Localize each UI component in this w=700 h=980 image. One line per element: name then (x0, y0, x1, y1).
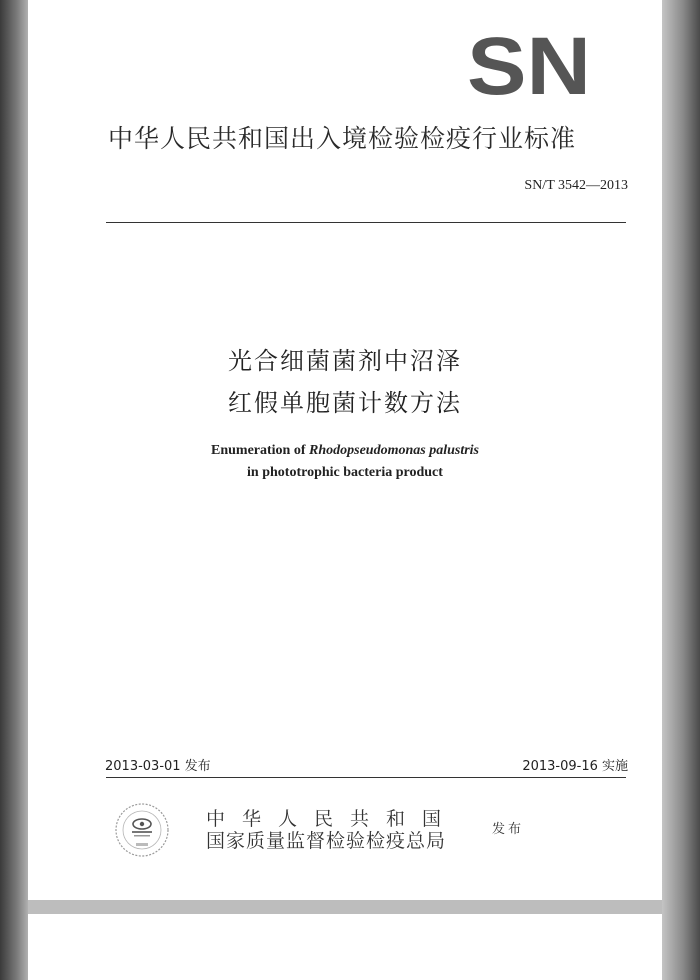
english-title (28, 440, 662, 484)
scan-left-edge (0, 0, 28, 980)
publish-label: 发布 (492, 822, 525, 837)
page-gap (28, 900, 662, 914)
english-title-line-2: in phototrophic bacteria product (247, 465, 443, 480)
chinese-title-line-1: 光合细菌菌剂中沼泽 (228, 347, 462, 375)
sn-logo-text: SN (467, 30, 591, 100)
sn-logo (466, 30, 592, 100)
footer-divider (106, 777, 626, 778)
standard-number: SN/T 3542—2013 (524, 178, 628, 193)
publisher-country: 中华人民共和国 (206, 808, 459, 830)
english-title-line-1 (28, 440, 662, 462)
next-page-preview (28, 914, 662, 980)
implementation-date: 2013-09-16 实施 (522, 759, 628, 774)
issuing-authority-seal-icon (112, 800, 172, 860)
english-title-prefix: Enumeration of (211, 443, 309, 458)
chinese-title-line-2: 红假单胞菌计数方法 (228, 389, 462, 417)
english-title-species: Rhodopseudomonas palustris (309, 443, 479, 458)
chinese-title (28, 340, 662, 424)
scan-right-edge (662, 0, 700, 980)
publisher-agency: 国家质量监督检验检疫总局 (206, 830, 447, 852)
document-page (28, 0, 662, 900)
issue-date: 2013-03-01 发布 (105, 759, 211, 774)
header-divider (106, 222, 626, 223)
organization-title: 中华人民共和国出入境检验检疫行业标准 (108, 124, 577, 153)
